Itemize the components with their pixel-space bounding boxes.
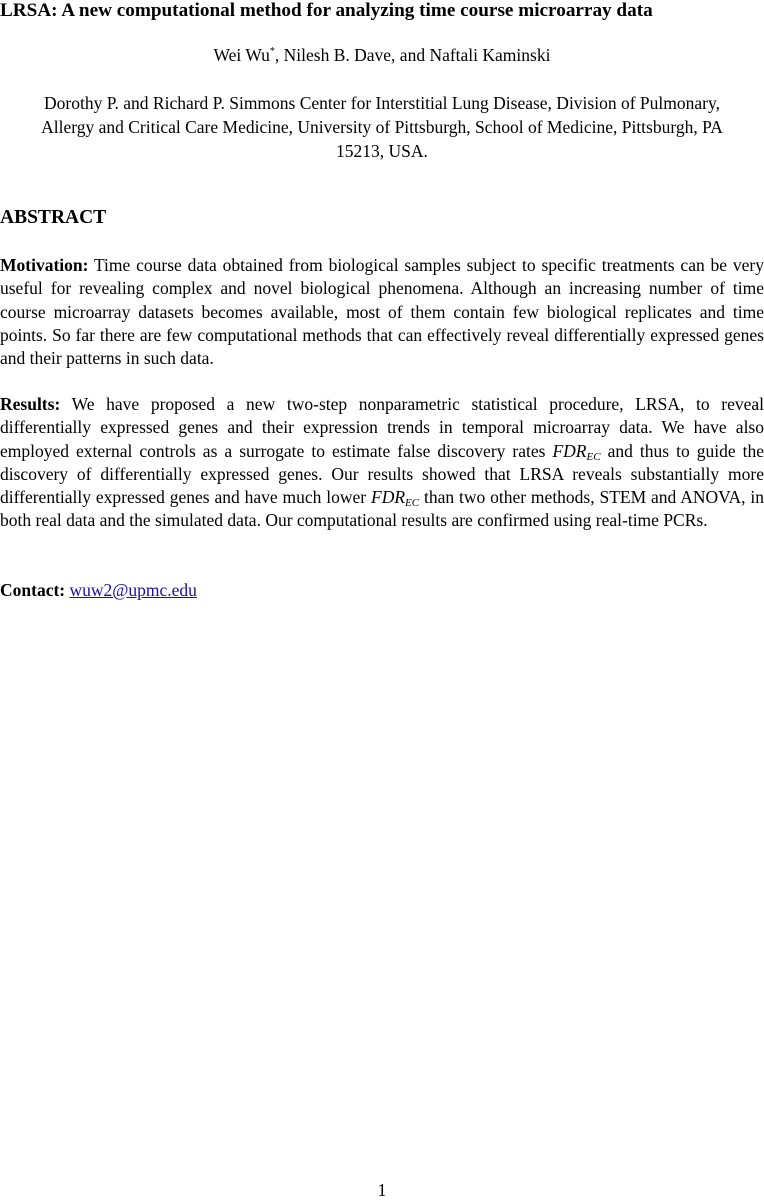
affiliation-line-1: Dorothy P. and Richard P. Simmons Center for Interstitial Lung Disease, Division of Pulmonary, bbox=[44, 93, 720, 113]
motivation-label: Motivation: bbox=[0, 255, 89, 275]
affiliation-line-3: 15213, USA. bbox=[336, 141, 428, 161]
motivation-paragraph bbox=[0, 254, 764, 370]
affiliation bbox=[0, 91, 764, 163]
author-others: , Nilesh B. Dave, and Naftali Kaminski bbox=[274, 45, 551, 65]
results-text-part-2: and thus to guide the discovery of differentially expressed genes. Our results showed that LRSA reveals substantially more differentially expressed genes and have much lower bbox=[0, 440, 764, 508]
results-text-part-3: than two other methods, STEM and ANOVA, in both real data and the simulated data. Our computational results are confirmed using real-time PCRs. bbox=[0, 487, 764, 531]
paper-title: LRSA: A new computational method for analyzing time course microarray data bbox=[0, 0, 653, 21]
fdr-ec-subscript: EC bbox=[586, 450, 601, 463]
results-label: Results: bbox=[0, 394, 61, 414]
fdr-ec-term-2 bbox=[371, 487, 420, 510]
contact-label: Contact: bbox=[0, 580, 66, 600]
contact-line bbox=[0, 579, 764, 602]
results-text-part-1: We have proposed a new two-step nonparametric statistical procedure, LRSA, to reveal differentially expressed genes and their expression trends in temporal microarray data. We have also employed external controls as a surrogate to estimate false discovery rates bbox=[0, 394, 764, 461]
author-wei-wu: Wei Wu bbox=[213, 45, 270, 65]
affiliation-line-2: Allergy and Critical Care Medicine, University of Pittsburgh, School of Medicine, Pittsburgh, PA bbox=[41, 117, 723, 137]
contact-email-link[interactable]: wuw2@upmc.edu bbox=[69, 580, 197, 600]
fdr-ec-term bbox=[552, 441, 600, 461]
corresponding-author-mark: * bbox=[269, 46, 275, 57]
author-list bbox=[0, 44, 764, 66]
fdr-ec-subscript-2: EC bbox=[405, 497, 420, 510]
results-paragraph bbox=[0, 393, 764, 533]
abstract-heading: ABSTRACT bbox=[0, 207, 107, 228]
page-number: 1 bbox=[377, 1180, 387, 1200]
motivation-text: Time course data obtained from biological samples subject to specific treatments can be very useful for revealing complex and novel biological phenomena. Although an increasing number of time course microarray datasets becomes available, most of them contain few biological replicates and time points. So far there are few computational methods that can effectively reveal differentially expressed genes and their patterns in such data. bbox=[0, 255, 764, 369]
fdr-ec-main-2: FDR bbox=[371, 487, 406, 508]
fdr-ec-main: FDR bbox=[552, 440, 587, 461]
